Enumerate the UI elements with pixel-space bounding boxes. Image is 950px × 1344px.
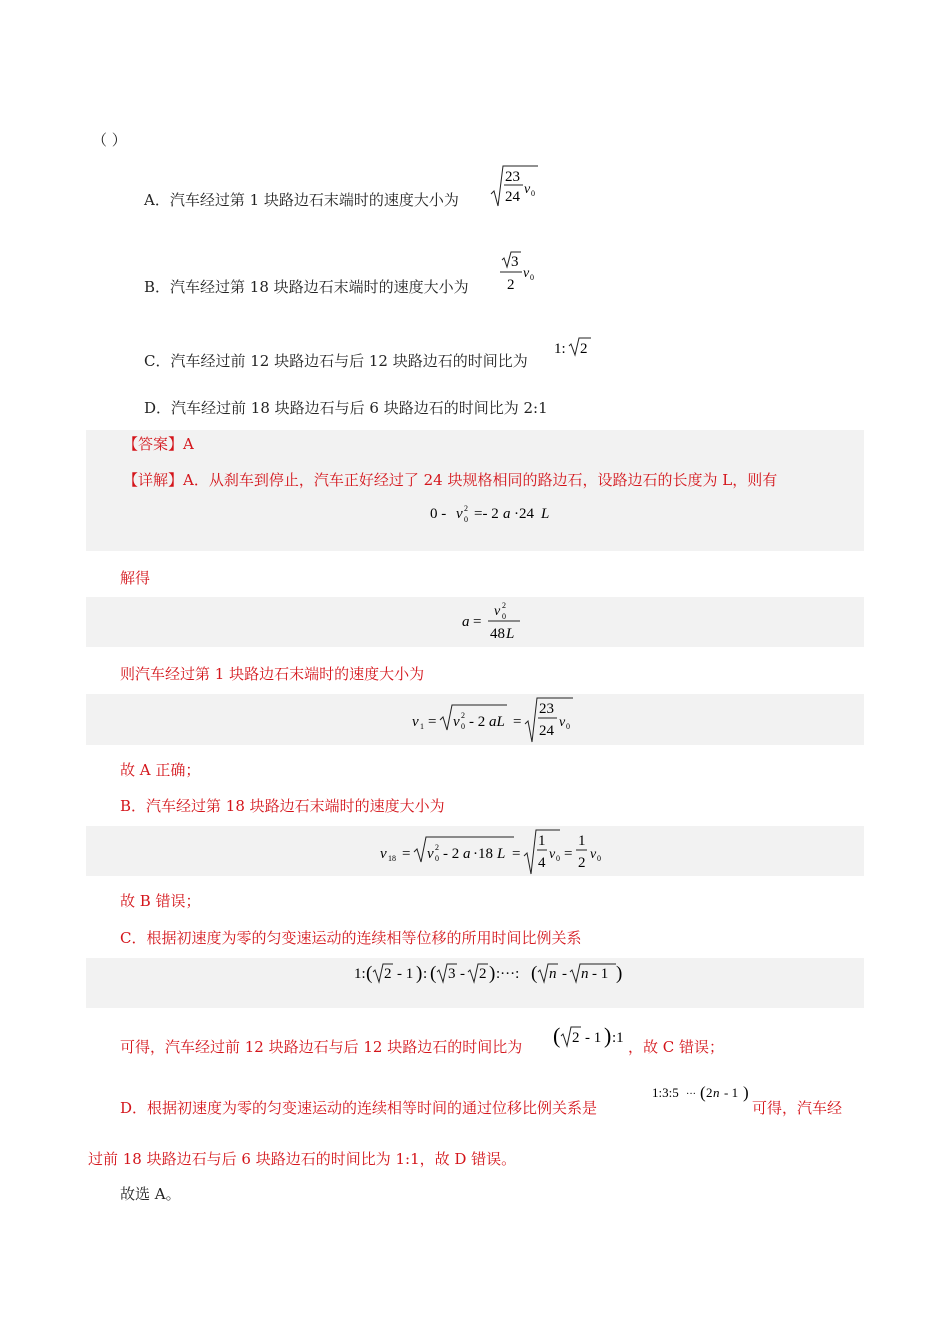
svg-text:- 2: - 2	[443, 846, 460, 862]
step-d: D．根据初速度为零的匀变速运动的连续相等时间的通过位移比例关系是	[120, 1099, 598, 1117]
svg-text:1: 1	[538, 833, 546, 849]
svg-text:(: (	[553, 1023, 561, 1048]
svg-text:23: 23	[505, 169, 520, 185]
svg-text:·18: ·18	[473, 846, 493, 862]
step-b: B．汽车经过第 18 块路边石末端时的速度大小为	[120, 797, 445, 815]
svg-text:- 1: - 1	[585, 1030, 602, 1046]
svg-text:2: 2	[384, 966, 392, 982]
c-result	[120, 1037, 522, 1057]
svg-text:3: 3	[448, 966, 456, 982]
step-velocity-a: 则汽车经过第 1 块路边石末端时的速度大小为	[120, 665, 425, 683]
svg-text:(: (	[531, 963, 538, 984]
option-c	[144, 351, 528, 371]
svg-text:2: 2	[461, 711, 465, 720]
svg-text:- 1: - 1	[592, 966, 609, 982]
svg-text:=- 2: =- 2	[474, 506, 499, 522]
svg-text:1: 1	[420, 722, 424, 731]
svg-text:v: v	[523, 266, 530, 281]
svg-text:2: 2	[435, 843, 439, 852]
svg-text:n: n	[549, 966, 557, 982]
svg-text:(: (	[700, 1083, 706, 1102]
svg-text:2: 2	[507, 277, 515, 293]
svg-text:=: =	[512, 846, 521, 862]
svg-text:2: 2	[578, 855, 586, 871]
svg-text::···:: :···:	[496, 966, 520, 982]
option-d-text: D．汽车经过前 18 块路边石与后 6 块路边石的时间比为 2:1	[144, 399, 548, 417]
svg-text:=: =	[402, 846, 411, 862]
answer-block	[86, 430, 864, 551]
svg-text:0: 0	[556, 854, 560, 863]
svg-text:L: L	[497, 846, 506, 862]
svg-text:n: n	[713, 1085, 720, 1100]
svg-text:···: ···	[686, 1089, 696, 1100]
c-result-formula	[553, 1021, 633, 1051]
svg-text:23: 23	[539, 701, 554, 717]
step-solve: 解得	[120, 569, 151, 587]
svg-text:=: =	[428, 714, 437, 730]
d-ratio-formula	[652, 1082, 756, 1104]
svg-text:v: v	[549, 847, 556, 862]
svg-text:2: 2	[580, 341, 588, 357]
svg-text:1: 1	[578, 833, 586, 849]
svg-text:v: v	[412, 714, 419, 730]
svg-text:0: 0	[597, 854, 601, 863]
option-c-text: C．汽车经过前 12 块路边石与后 12 块路边石的时间比为	[144, 352, 528, 370]
svg-text:0: 0	[531, 189, 535, 198]
svg-text:·24: ·24	[514, 506, 534, 522]
svg-text:v: v	[427, 846, 434, 862]
option-d	[144, 398, 548, 418]
final-answer: 故选 A。	[120, 1185, 181, 1203]
svg-text:(: (	[366, 963, 373, 984]
svg-text::: :	[423, 966, 428, 982]
svg-text:v: v	[456, 506, 463, 522]
svg-text:a: a	[503, 506, 511, 522]
svg-text:2: 2	[502, 601, 506, 610]
svg-text:2: 2	[572, 1030, 580, 1046]
svg-text:n: n	[581, 966, 589, 982]
svg-text:(: (	[430, 963, 437, 984]
svg-text:v: v	[380, 846, 387, 862]
svg-text:=: =	[513, 714, 522, 730]
svg-text:): )	[416, 963, 423, 984]
equation-time-ratio	[352, 958, 632, 988]
svg-text:48: 48	[490, 626, 505, 642]
detail-text: A．从刹车到停止，汽车正好经过了 24 块规格相同的路边石，设路边石的长度为 L，则有	[183, 471, 778, 489]
option-c-formula	[554, 335, 598, 359]
detail-label: 【详解】	[123, 471, 184, 489]
option-b	[144, 277, 469, 297]
svg-text:0 -: 0 -	[430, 506, 447, 522]
svg-text:0: 0	[461, 722, 465, 731]
svg-text:24: 24	[539, 723, 554, 739]
svg-text:v: v	[590, 847, 597, 862]
svg-text:18: 18	[388, 854, 396, 863]
svg-text:-: -	[562, 966, 567, 982]
answer-label: 【答案】A	[123, 435, 194, 453]
equation-kinematics	[430, 500, 560, 526]
svg-text:v: v	[494, 604, 501, 619]
svg-text:v: v	[559, 715, 566, 730]
svg-text:4: 4	[538, 855, 546, 871]
svg-text:v: v	[453, 714, 460, 730]
svg-text:- 1: - 1	[397, 966, 414, 982]
svg-text:a: a	[462, 614, 470, 630]
svg-text:2: 2	[464, 504, 468, 513]
svg-text:1:: 1:	[554, 341, 566, 357]
svg-text:=: =	[473, 614, 482, 630]
svg-text:24: 24	[505, 189, 520, 205]
answer-bracket: （ ）	[92, 131, 127, 149]
svg-text:): )	[489, 963, 496, 984]
conclusion-b: 故 B 错误；	[120, 892, 201, 910]
svg-text:v: v	[524, 182, 531, 197]
option-b-text: B．汽车经过第 18 块路边石末端时的速度大小为	[144, 278, 469, 296]
svg-text:): )	[604, 1023, 612, 1048]
c-result-post: ，故 C 错误；	[628, 1038, 725, 1056]
svg-text:-: -	[460, 966, 465, 982]
equation-acceleration	[462, 600, 532, 646]
detail-paragraph	[123, 470, 777, 490]
svg-text:): )	[616, 963, 623, 984]
svg-text:0: 0	[464, 515, 468, 524]
svg-text:3: 3	[511, 254, 519, 270]
svg-text:=: =	[564, 846, 573, 862]
svg-text:2: 2	[706, 1085, 713, 1100]
svg-text:): )	[743, 1083, 749, 1102]
step-c: C．根据初速度为零的匀变速运动的连续相等位移的所用时间比例关系	[120, 929, 582, 947]
step-d-continued: 过前 18 块路边石与后 6 块路边石的时间比为 1:1，故 D 错误。	[88, 1150, 517, 1168]
svg-text:L: L	[541, 506, 550, 522]
option-a-text: A．汽车经过第 1 块路边石末端时的速度大小为	[144, 191, 459, 209]
svg-text:- 2: - 2	[469, 714, 486, 730]
option-b-formula	[498, 248, 544, 296]
svg-text:aL: aL	[489, 714, 505, 730]
svg-text:0: 0	[435, 854, 439, 863]
c-result-pre: 可得，汽车经过前 12 块路边石与后 12 块路边石的时间比为	[120, 1038, 523, 1056]
svg-text:1:: 1:	[354, 966, 366, 982]
equation-v1	[410, 696, 580, 744]
step-d-post: 可得，汽车经	[752, 1099, 843, 1117]
option-a	[144, 190, 459, 210]
option-a-formula	[490, 164, 540, 210]
conclusion-a: 故 A 正确；	[120, 761, 201, 779]
svg-text:0: 0	[530, 273, 534, 282]
svg-text:1:3:5: 1:3:5	[652, 1085, 679, 1100]
svg-text:L: L	[506, 626, 515, 642]
svg-text:a: a	[463, 846, 471, 862]
svg-text:0: 0	[566, 722, 570, 731]
svg-text:- 1: - 1	[724, 1085, 739, 1100]
svg-text:0: 0	[502, 612, 506, 621]
equation-v18	[378, 828, 618, 876]
svg-text:2: 2	[479, 966, 487, 982]
svg-text::1: :1	[612, 1030, 624, 1046]
